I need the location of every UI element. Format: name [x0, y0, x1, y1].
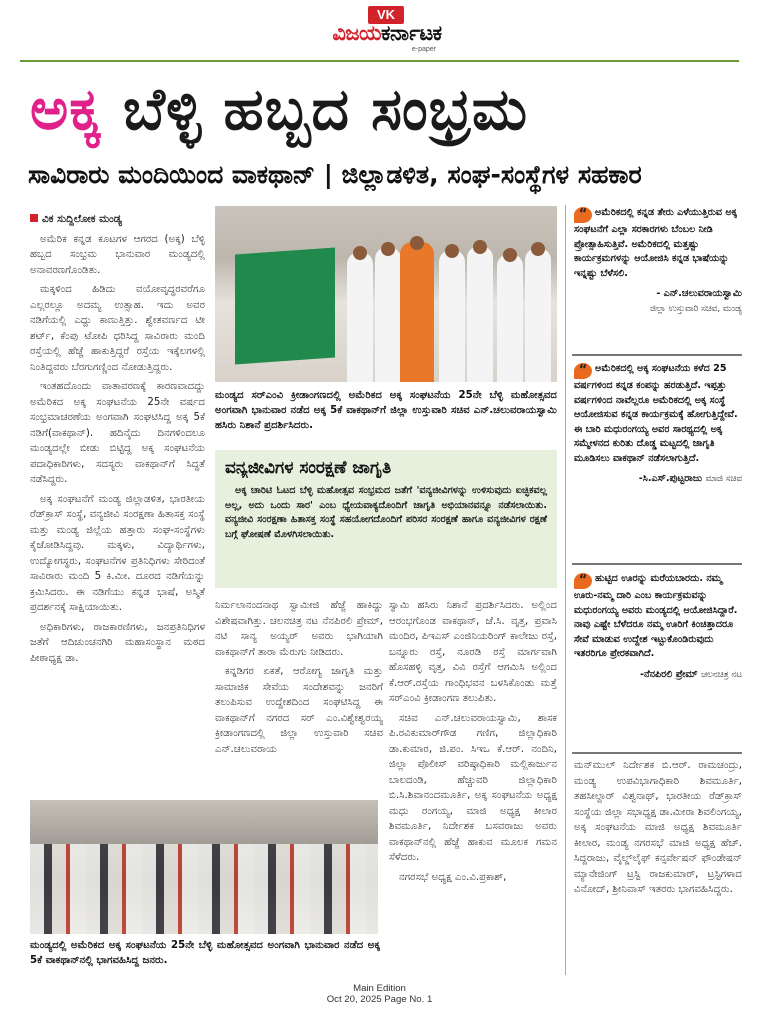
subheadline: ಸಾವಿರಾರು ಮಂದಿಯಿಂದ ವಾಕಥಾನ್ | ಜಿಲ್ಲಾಡಳಿತ, ಸಂಘ-ಸಂಸ್ಥೆಗಳ ಸಹಕಾರ — [28, 160, 642, 189]
quote-text: ಹುಟ್ಟಿದ ಊರನ್ನು ಮರೆಯಬಾರದು. ನಮ್ಮ ಊರು-ನಮ್ಮ ದಾರಿ ಎಂಬ ಕಾರ್ಯಕ್ರಮವನ್ನು ಮಧುರಂಗಯ್ಯ ಅವರು ಮಂಡ್ಯದಲ್ಲಿ ಆಯೋಜಿಸಿದ್ದಾರೆ. ನಾವು ಎಷ್ಟೇ ಬೆಳೆದರೂ ನಮ್ಮ ಊರಿಗೆ ಕಿಂಚಿತ್ತಾದರೂ ಸೇವೆ ಮಾಡುವ ಉದ್ದೇಶ ಇಟ್ಟುಕೊಂಡಿರುವುದು ಇತರರಿಗೂ ಪ್ರೇರಕವಾಗಿದೆ. — [574, 573, 738, 659]
newspaper-logo[interactable] — [302, 6, 472, 52]
quote-name: -ಸಿ.ಎಸ್‌.ಪುಟ್ಟರಾಜು — [638, 473, 703, 484]
quote-3 — [574, 572, 742, 750]
article-paragraph: ಸ್ವಾಮಿ ಹಸಿರು ನಿಶಾನೆ ಪ್ರದರ್ಶಿಸಿದರು. ಅಲ್ಲಿಂದ ಆರಂಭಗೊಂಡ ವಾಕಥಾನ್‌, ಜೆ.ಸಿ. ವೃತ್ತ, ಪ್ರವಾಸಿ ಮಂದಿರ, ಪಿಇಎಸ್‌ ಎಂಜಿನಿಯರಿಂಗ್‌ ಕಾಲೇಜು ರಸ್ತೆ, ಬನ್ನೂರು ರಸ್ತೆ, ನೂರಡಿ ರಸ್ತೆ ಮಾರ್ಗವಾಗಿ ಹೊಸಹಳ್ಳಿ ವೃತ್ತ, ವಿವಿ ರಸ್ತೆಗೆ ಆಗಮಿಸಿ ಅಲ್ಲಿಂದ ಕೆ.ಆರ್‌.ರಸ್ತೆಯ ಗಾಂಧಿಭವನ ಬಳಸಿಕೊಂಡು ಮತ್ತೆ ಸರ್‌ಎಂವಿ ಕ್ರೀಡಾಂಗಣ ತಲುಪಿತು. — [389, 600, 557, 704]
quote-text: ಅಮೆರಿಕದಲ್ಲಿ ಅಕ್ಕ ಸಂಘಟನೆಯ ಕಳೆದ 25 ವರ್ಷಗಳಿಂದ ಕನ್ನಡ ಕಂಪನ್ನು ಹರಡುತ್ತಿದೆ. ಇಪ್ಪತ್ತು ವರ್ಷಗಳಿಂದ ನಾವೆಲ್ಲರೂ ಅಮೆರಿಕದಲ್ಲಿ ಅಕ್ಕ ಸಂಸ್ಥೆ ಆಯೋಜಿಸುವ ಕನ್ನಡ ಕಾರ್ಯಕ್ರಮಕ್ಕೆ ಹೋಗುತ್ತಿದ್ದೇವೆ. ಈ ಬಾರಿ ಮಧುರಂಗಯ್ಯ ಅವರ ಸಾರಥ್ಯದಲ್ಲಿ ಅಕ್ಕ ಸಮ್ಮೇಳನದ ಕುರಿತು ದೊಡ್ಡ ಮಟ್ಟದಲ್ಲಿ ಜಾಗೃತಿ ಮೂಡಿಸಲು ವಾಕಥಾನ್‌ ನಡೆಸಲಾಗುತ್ತಿದೆ. — [574, 363, 738, 464]
quote-text: ಅಮೆರಿಕದಲ್ಲಿ ಕನ್ನಡ ತೇರು ಎಳೆಯುತ್ತಿರುವ ಅಕ್ಕ ಸಂಘಟನೆಗೆ ಎಲ್ಲಾ ಸರಕಾರಗಳು ಬೆಂಬಲ ನೀಡಿ ಪ್ರೋತ್ಸಾಹಿಸುತ್ತಿವೆ. ಅಮೆರಿಕದಲ್ಲಿ ಮತ್ತಷ್ಟು ಕಾರ್ಯಕ್ರಮಗಳನ್ನು ಆಯೋಜಿಸಿ ಕನ್ನಡ ಭಾಷೆಯನ್ನು ಇನ್ನಷ್ಟು ಬೆಳೆಸಲಿ. — [574, 207, 737, 279]
article-paragraph: ಸಚಿವ ಎನ್‌.ಚಲುವರಾಯಸ್ವಾಮಿ, ಶಾಸಕ ಪಿ.ರವಿಕುಮಾರ್‌ಗೌಡ ಗಣಿಗ, ಜಿಲ್ಲಾಧಿಕಾರಿ ಡಾ.ಕುಮಾರ, ಜಿ.ಪಂ. ಸಿಇಒ ಕೆ.ಆರ್‌. ನಂದಿನಿ, ಜಿಲ್ಲಾ ಪೊಲೀಸ್‌ ವರಿಷ್ಠಾಧಿಕಾರಿ ಮಲ್ಲಿಕಾರ್ಜುನ ಬಾಲದಂಡಿ, ಹೆಚ್ಚುವರಿ ಜಿಲ್ಲಾಧಿಕಾರಿ ಬಿ.ಸಿ.ಶಿವಾನಂದಮೂರ್ತಿ, ಅಕ್ಕ ಸಂಘಟನೆಯ ಅಧ್ಯಕ್ಷ ಮಧು ರಂಗಯ್ಯ, ಮಾಜಿ ಅಧ್ಯಕ್ಷ ಕೀಲಾರ ಶಿವಮೂರ್ತಿ, ನಿರ್ದೇಶಕ ಬಸವರಾಜು ಅವರು ವಾಕಥಾನ್‌ನಲ್ಲಿ ಹೆಜ್ಜೆ ಹಾಕುವ ಮೂಲಕ ಗಮನ ಸೆಳೆದರು. — [389, 712, 557, 863]
masthead — [0, 0, 759, 62]
crowd-graphic — [30, 844, 378, 934]
headline-accent: ಅಕ್ಕ — [30, 75, 102, 143]
article-paragraph: ನಿರ್ಮಲಾನಂದನಾಥ ಸ್ವಾಮೀಜಿ ಹೆಜ್ಜೆ ಹಾಕಿದ್ದು ವಿಶೇಷವಾಗಿತ್ತು. ಚಲನಚಿತ್ರ ನಟ ನೆನಪಿರಲಿ ಪ್ರೇಮ್‌, ನಟಿ ಸಾನ್ಯ ಅಯ್ಯರ್‌ ಅವರು ಭಾಗಿಯಾಗಿ ವಾಕಥಾನ್‌ಗೆ ತಾರಾ ಮೆರುಗು ನೀಡಿದರು. — [215, 600, 383, 658]
article-paragraph: ನಗರಸಭೆ ಅಧ್ಯಕ್ಷ ಎಂ.ವಿ.ಪ್ರಕಾಶ್‌, — [399, 871, 507, 883]
quote-bubble-icon: “ — [574, 363, 592, 379]
article-column-1 — [30, 212, 205, 802]
quote-divider — [572, 752, 742, 754]
article-paragraph: ಅಮೆರಿಕ ಕನ್ನಡ ಕೂಟಗಳ ಆಗರದ (ಅಕ್ಕ) ಬೆಳ್ಳಿ ಹಬ್ಬದ ಸಂಭ್ರಮ ಭಾನುವಾರ ಮಂಡ್ಯದಲ್ಲಿ ಅನಾವರಣಗೊಂಡಿತು. — [30, 233, 205, 276]
quote-bubble-icon: “ — [574, 573, 592, 589]
epaper-label: e-paper — [411, 46, 436, 53]
quote-bubble-icon: “ — [574, 207, 592, 223]
quote-name: - ಎನ್‌.ಚಲುವರಾಯಸ್ವಾಮಿ — [656, 288, 742, 299]
quote-divider — [572, 563, 742, 565]
wildlife-awareness-box — [215, 450, 557, 588]
page-footer — [0, 983, 759, 1005]
photo-walkathon-crowd — [30, 800, 378, 934]
column-divider — [565, 205, 566, 975]
photo-flag-off — [215, 206, 557, 382]
quote-2 — [574, 362, 742, 558]
byline — [30, 212, 205, 228]
vk-badge: VK — [368, 6, 404, 24]
byline-square-icon — [30, 214, 38, 222]
article-paragraph: ಮನ್‌ಮುಲ್‌ ನಿರ್ದೇಶಕ ಬಿ.ಆರ್‌. ರಾಮಚಂದ್ರು, ಮಂಡ್ಯ ಉಪವಿಭಾಗಾಧಿಕಾರಿ ಶಿವಮೂರ್ತಿ, ತಹಸೀಲ್ದಾರ್‌ ವಿಶ್ವನಾಥ್‌, ಭಾರತೀಯ ರೆಡ್‌ಕ್ರಾಸ್‌ ಸಂಸ್ಥೆಯ ಜಿಲ್ಲಾ ಸಭಾಧ್ಯಕ್ಷ ಡಾ.ಮೀರಾ ಶಿವಲಿಂಗಯ್ಯ, ಅಕ್ಕ ಸಂಘಟನೆಯ ಮಾಜಿ ಅಧ್ಯಕ್ಷ ಶಿವಮೂರ್ತಿ ಕೀಲಾರ, ಮಂಡ್ಯ ನಗರಸಭೆ ಮಾಜಿ ಅಧ್ಯಕ್ಷ ಹೆಚ್‌. ಸಿದ್ದರಾಜು, ವೈಲ್ಡ್‌ಲೈಫ್‌ ಕನ್ಸರ್ವೇಷನ್‌ ಫೌಂಡೇಷನ್‌ ಮ್ಯಾನೇಜಿಂಗ್‌ ಟ್ರಸ್ಟಿ ರಾಜಕುಮಾರ್‌, ಟ್ರಸ್ಟಿಗಳಾದ ವಿನೋದ್‌, ಶ್ರೀನಿವಾಸ್‌ ಇತರರು ಭಾಗವಹಿಸಿದ್ದರು. — [574, 760, 742, 895]
logo-wordmark — [302, 22, 472, 46]
article-column-3 — [389, 598, 557, 976]
logo-karnataka: ಕರ್ನಾಟಕ — [381, 22, 442, 45]
photo1-caption: ಮಂಡ್ಯದ ಸರ್‌ಎಂವಿ ಕ್ರೀಡಾಂಗಣದಲ್ಲಿ ಅಮೆರಿಕದ ಅಕ್ಕ ಸಂಘಟನೆಯ 25ನೇ ಬೆಳ್ಳಿ ಮಹೋತ್ಸವದ ಅಂಗವಾಗಿ ಭಾನುವಾರ ನಡೆದ ಅಕ್ಕ 5ಕೆ ವಾಕಥಾನ್‌ಗೆ ಜಿಲ್ಲಾ ಉಸ್ತುವಾರಿ ಸಚಿವ ಎನ್‌.ಚಲುವರಾಯಸ್ವಾಮಿ ಹಸಿರು ನಿಶಾನೆ ಪ್ರದರ್ಶಿಸಿದರು. — [215, 390, 557, 431]
masthead-rule — [20, 60, 739, 62]
headline — [30, 75, 730, 157]
quote-designation: ಜಿಲ್ಲಾ ಉಸ್ತುವಾರಿ ಸಚಿವ, ಮಂಡ್ಯ — [649, 303, 742, 314]
headline-rest: ಬೆಳ್ಳಿ ಹಬ್ಬದ ಸಂಭ್ರಮ — [101, 75, 528, 143]
photo2-caption: ಮಂಡ್ಯದಲ್ಲಿ ಅಮೆರಿಕದ ಅಕ್ಕ ಸಂಘಟನೆಯ 25ನೇ ಬೆಳ್ಳಿ ಮಹೋತ್ಸವದ ಅಂಗವಾಗಿ ಭಾನುವಾರ ನಡೆದ ಅಕ್ಕ 5ಕೆ ವಾಕಥಾನ್‌ನಲ್ಲಿ ಭಾಗವಹಿಸಿದ್ದ ಜನರು. — [30, 940, 380, 966]
logo-vijaya: ವಿಜಯ — [332, 22, 382, 45]
article-column-4 — [574, 758, 742, 976]
date-page-label: Oct 20, 2025 Page No. 1 — [326, 994, 433, 1005]
quote-designation: ಮಾಜಿ ಸಚಿವ — [705, 474, 742, 484]
quote-1 — [574, 206, 742, 348]
box-title: ವನ್ಯಜೀವಿಗಳ ಸಂರಕ್ಷಣೆ ಜಾಗೃತಿ — [225, 458, 392, 478]
green-flag-graphic — [235, 248, 335, 365]
article-paragraph: ಮಕ್ಕಳಿಂದ ಹಿಡಿದು ವಯೋವೃದ್ಧರವರೆಗೂ ಎಲ್ಲರಲ್ಲೂ ಅದಮ್ಯ ಉತ್ಸಾಹ. ಇದು ಅವರ ನಡಿಗೆಯಲ್ಲಿ ಎದ್ದು ಕಾಣುತ್ತಿತ್ತು. ಶ್ವೇತವರ್ಣದ ಟೀ ಶರ್ಟ್‌, ಕೆಂಪು ಟೋಪಿ ಧರಿಸಿದ್ದ ಸಾವಿರಾರು ಮಂದಿ ರಸ್ತೆಯಲ್ಲಿ ಹೆಜ್ಜೆ ಹಾಕುತ್ತಿದ್ದರೆ ರಸ್ತೆಯ ಇಕ್ಕೆಲಗಳಲ್ಲಿ ನಿಂತಿದ್ದವರು ಬೆರಗುಗಣ್ಣಿಂದ ನೋಡುತ್ತಿದ್ದರು. — [30, 284, 205, 373]
article-paragraph: ಅಕ್ಕ ಸಂಘಟನೆಗೆ ಮಂಡ್ಯ ಜಿಲ್ಲಾಡಳಿತ, ಭಾರತೀಯ ರೆಡ್‌ಕ್ರಾಸ್‌ ಸಂಸ್ಥೆ, ವನ್ಯಜೀವಿ ಸಂರಕ್ಷಣಾ ಹಿತಾಸಕ್ತ ಸಂಸ್ಥೆ ಮತ್ತು ಮಂಡ್ಯ ಜಿಲ್ಲೆಯ ಹತ್ತಾರು ಸಂಘ-ಸಂಸ್ಥೆಗಳು ಕೈಜೋಡಿಸಿದ್ದವು. ಮಕ್ಕಳು, ವಿದ್ಯಾರ್ಥಿಗಳು, ಉದ್ಯೋಗಸ್ಥರು, ಸಂಘಟನೆಗಳ ಪ್ರತಿನಿಧಿಗಳು ಸೇರಿದಂತೆ ಸಾವಿರಾರು ಮಂದಿ 5 ಕಿ.ಮೀ. ದೂರದ ನಡಿಗೆಯನ್ನು ಕ್ರಮಿಸಿದರು. ಈ ನಡಿಗೆಯು ಕನ್ನಡ ಭಾಷೆ, ಅಸ್ಮಿತೆ ಪ್ರದರ್ಶನಕ್ಕೆ ಸಾಕ್ಷಿಯಾಯಿತು. — [30, 493, 205, 613]
box-body: ಅಕ್ಕ ಚಾರಿಟಿ ಓಟದ ಬೆಳ್ಳಿ ಮಹೋತ್ಸವ ಸಂಭ್ರಮದ ಜತೆಗೆ 'ವನ್ಯಜೀವಿಗಳನ್ನು ಉಳಿಸುವುದು ಐಚ್ಛಿಕವಲ್ಲ ಅಲ್ಲ, ಅದು ಒಂದು ಸಾರ' ಎಂಬ ಧ್ಯೇಯವಾಕ್ಯದೊಂದಿಗೆ ಜಾಗೃತಿ ಅಭಿಯಾನವನ್ನೂ ನಡೆಸಲಾಯಿತು. ವನ್ಯಜೀವಿ ಸಂರಕ್ಷಣಾ ಹಿತಾಸಕ್ತ ಸಂಸ್ಥೆ ಸಹಯೋಗದೊಂದಿಗೆ ಪರಿಸರ ಸಂರಕ್ಷಣೆ ಹಾಗೂ ವನ್ಯಜೀವಿಗಳ ರಕ್ಷಣೆ ಬಗ್ಗೆ ಘೋಷಣೆ ಮೊಳಗಿಸಲಾಯಿತು. — [225, 485, 547, 540]
byline-text: ವಿಕ ಸುದ್ದಿಲೋಕ ಮಂಡ್ಯ — [42, 213, 122, 225]
article-paragraph: ಅಧಿಕಾರಿಗಳು, ರಾಜಕಾರಣಿಗಳು, ಜನಪ್ರತಿನಿಧಿಗಳ ಜತೆಗೆ ಆದಿಚುಂಚನಗಿರಿ ಮಹಾಸಂಸ್ಥಾನ ಮಠದ ಪೀಠಾಧ್ಯಕ್ಷ ಡಾ. — [30, 621, 205, 664]
article-paragraph: ಕನ್ನಡಿಗರ ಏಕತೆ, ಆರೋಗ್ಯ ಜಾಗೃತಿ ಮತ್ತು ಸಾಮಾಜಿಕ ಸೇವೆಯ ಸಂದೇಶವನ್ನು ಜನರಿಗೆ ತಲುಪಿಸುವ ಉದ್ದೇಶದಿಂದ ಸಂಘಟಿಸಿದ್ದ ಈ ವಾಕಥಾನ್‌ಗೆ ನಗರದ ಸರ್‌ ಎಂ.ವಿಶ್ವೇಶ್ವರಯ್ಯ ಕ್ರೀಡಾಂಗಣದಲ್ಲಿ ಜಿಲ್ಲಾ ಉಸ್ತುವಾರಿ ಸಚಿವ ಎನ್‌.ಚಲುವರಾಯ — [215, 666, 383, 755]
quote-name: -ನೆನಪಿರಲಿ ಪ್ರೇಮ್‌ — [640, 668, 698, 680]
article-paragraph: ಇಂತಹದೊಂದು ವಾತಾವರಣಕ್ಕೆ ಕಾರಣವಾದದ್ದು ಅಮೆರಿಕದ ಅಕ್ಕ ಸಂಘಟನೆಯ 25ನೇ ವರ್ಷದ ಸಂಭ್ರಮಾಚರಣೆಯ ಅಂಗವಾಗಿ ಸಂಘಟಿಸಿದ್ದ ಅಕ್ಕ 5ಕೆ ನಡಿಗೆ(ವಾಕಥಾನ್‌). ಹದಿನೈದು ದಿನಗಳಿಂದಲೂ ಮಂಡ್ಯದಲ್ಲೇ ಬೀಡು ಬಿಟ್ಟಿದ್ದ ಅಕ್ಕ ಸಂಘಟನೆಯ ಪದಾಧಿಕಾರಿಗಳು, ಸದಸ್ಯರು ವಾಕಥಾನ್‌ಗೆ ಸಿದ್ಧತೆ ನಡೆಸಿದ್ದರು. — [30, 381, 205, 485]
quote-designation: ಚಲನಚಿತ್ರ ನಟ — [701, 669, 742, 680]
quote-divider — [572, 354, 742, 356]
edition-label: Main Edition — [353, 983, 406, 994]
